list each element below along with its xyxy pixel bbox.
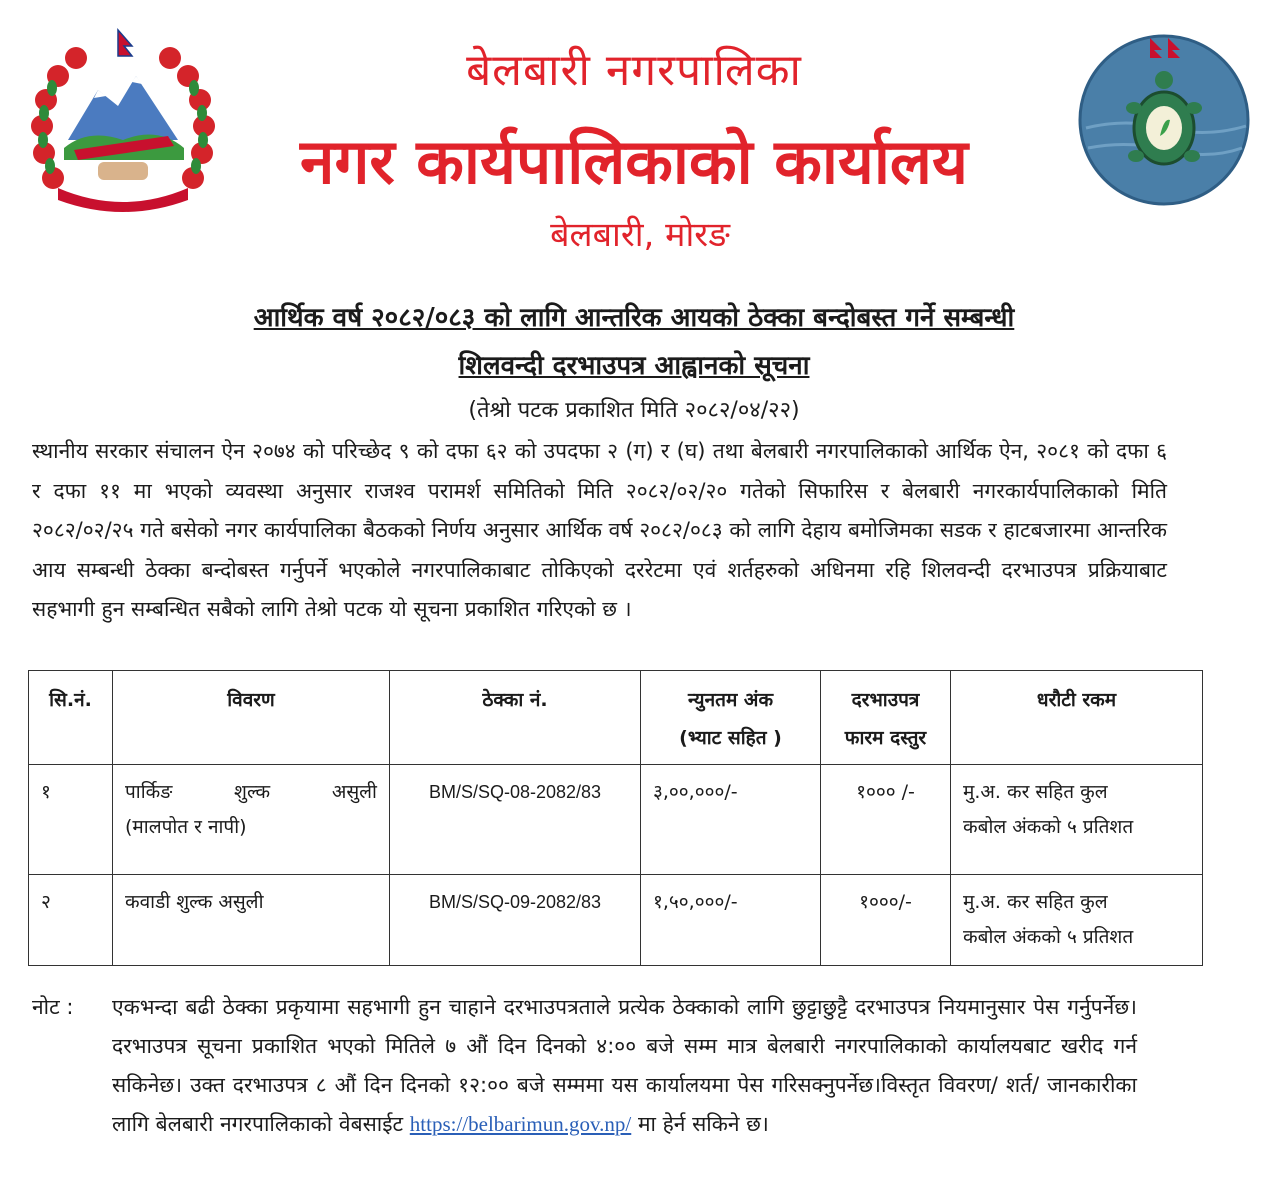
cell-description bbox=[113, 765, 390, 875]
header-form-fee-line1: दरभाउपत्र bbox=[851, 689, 920, 711]
header-min-amount bbox=[641, 671, 821, 765]
cell-contract-no: BM/S/SQ-09-2082/83 bbox=[390, 875, 641, 966]
cell-min-amount: ३,००,०००/- bbox=[641, 765, 821, 875]
municipality-name: बेलबारी नगरपालिका bbox=[466, 45, 802, 96]
header-sn: सि.नं. bbox=[29, 671, 113, 765]
cell-deposit bbox=[951, 765, 1203, 875]
contract-table bbox=[28, 670, 1203, 966]
office-address: बेलबारी, मोरङ bbox=[550, 215, 730, 255]
table-row bbox=[29, 875, 1203, 966]
letterhead bbox=[0, 0, 1268, 280]
deposit-line1: मु.अ. कर सहित कुल bbox=[963, 891, 1108, 913]
description-line1 bbox=[125, 775, 377, 810]
municipality-logo-icon bbox=[1076, 28, 1252, 208]
header-deposit: धरौटी रकम bbox=[951, 671, 1203, 765]
notice-subtitle: (तेश्रो पटक प्रकाशित मिति २०८२/०४/२२) bbox=[468, 398, 800, 423]
header-contract-no: ठेक्का नं. bbox=[390, 671, 641, 765]
notice-title-line1: आर्थिक वर्ष २०८२/०८३ को लागि आन्तरिक आयको ठेक्का बन्दोबस्त गर्ने सम्बन्धी bbox=[253, 303, 1015, 333]
cell-form-fee: १००० /- bbox=[821, 765, 951, 875]
deposit-line1: मु.अ. कर सहित कुल bbox=[963, 781, 1108, 803]
deposit-line2: कबोल अंकको ५ प्रतिशत bbox=[963, 816, 1134, 838]
description-line2: (मालपोत र नापी) bbox=[125, 816, 247, 838]
header-min-amount-line2: (भ्याट सहित ) bbox=[679, 727, 782, 749]
note-label: नोट : bbox=[32, 995, 74, 1019]
table-header-row bbox=[29, 671, 1203, 765]
cell-contract-no: BM/S/SQ-08-2082/83 bbox=[390, 765, 641, 875]
note-text-block bbox=[112, 988, 1137, 1144]
description-word1: पार्किङ bbox=[125, 781, 173, 803]
cell-form-fee: १०००/- bbox=[821, 875, 951, 966]
cell-min-amount: १,५०,०००/- bbox=[641, 875, 821, 966]
notice-body: स्थानीय सरकार संचालन ऐन २०७४ को परिच्छेद ९ को दफा ६२ को उपदफा २ (ग) र (घ) तथा बेलबारी नगरपालिकाको आर्थिक ऐन, २०८१ को दफा ६ र दफा ११ मा भएको व्यवस्था अनुसार राजश्व परामर्श समितिको मिति २०८२/०२/२० गतेको सिफारिस र बेलबारी नगरकार्यपालिकाको मिति २०८२/०२/२५ गते बसेको नगर कार्यपालिका बैठकको निर्णय अनुसार आर्थिक वर्ष २०८२/०८३ को लागि देहाय बमोजिमका सडक र हाटबजारमा आन्तरिक आय सम्बन्धी ठेक्का बन्दोबस्त गर्नुपर्ने भएकोले नगरपालिकाबाट तोकिएको दररेटमा एवं शर्तहरुको अधिनमा रहि शिलवन्दी दरभाउपत्र प्रक्रियाबाट सहभागी हुन सम्बन्धित सबैको लागि तेश्रो पटक यो सूचना प्रकाशित गरिएको छ । bbox=[32, 439, 1167, 621]
description-word3: असुली bbox=[331, 781, 377, 803]
description-word2: शुल्क bbox=[234, 781, 271, 803]
header-form-fee bbox=[821, 671, 951, 765]
cell-description: कवाडी शुल्क असुली bbox=[113, 875, 390, 966]
header-form-fee-line2: फारम दस्तुर bbox=[844, 727, 927, 749]
deposit-line2: कबोल अंकको ५ प्रतिशत bbox=[963, 926, 1134, 948]
cell-sn: १ bbox=[29, 765, 113, 875]
note-section bbox=[32, 988, 1137, 1144]
header-description: विवरण bbox=[113, 671, 390, 765]
notice-title-line2: शिलवन्दी दरभाउपत्र आह्वानको सूचना bbox=[458, 351, 810, 381]
note-text: एकभन्दा बढी ठेक्का प्रकृयामा सहभागी हुन चाहाने दरभाउपत्रताले प्रत्येक ठेक्काको लागि छुट्टाछुट्टै दरभाउपत्र नियमानुसार पेस गर्नुपर्नेछ। दरभाउपत्र सूचना प्रकाशित भएको मितिले ७ औं दिन दिनको ४:०० बजे सम्म मात्र बेलबारी नगरपालिकाको कार्यालयबाट खरीद गर्न सकिनेछ। उक्त दरभाउपत्र ८ औं दिन दिनको १२:०० बजे सम्ममा यस कार्यालयमा पेस गरिसक्नुपर्नेछ।विस्तृत विवरण/ शर्त/ जानकारीका लागि बेलबारी नगरपालिकाको वेबसाईट bbox=[112, 995, 1137, 1136]
header-min-amount-line1: न्युनतम अंक bbox=[687, 689, 774, 711]
website-link[interactable]: https://belbarimun.gov.np/ bbox=[409, 1112, 632, 1136]
note-suffix: मा हेर्न सकिने छ। bbox=[637, 1112, 769, 1136]
cell-deposit bbox=[951, 875, 1203, 966]
table-row bbox=[29, 765, 1203, 875]
office-name: नगर कार्यपालिकाको कार्यालय bbox=[300, 125, 968, 198]
cell-sn: २ bbox=[29, 875, 113, 966]
